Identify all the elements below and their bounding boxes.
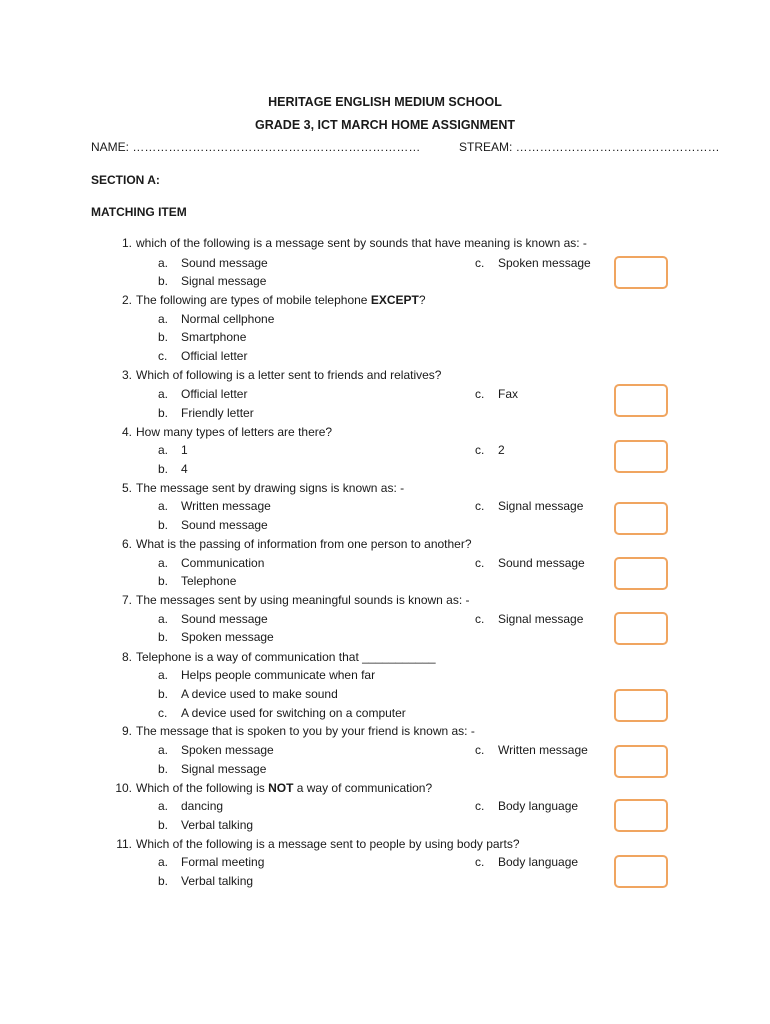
option-a: Communication (181, 556, 265, 570)
option-b: Smartphone (181, 330, 247, 344)
stream-field: STREAM: …………………………………………… (459, 140, 720, 154)
option-b: 4 (181, 462, 188, 476)
option-c: Body language (498, 799, 579, 813)
option-b: Verbal talking (181, 818, 254, 832)
question-text: Which of the following is a message sent to people by using body parts? (136, 837, 520, 851)
option-b: Spoken message (181, 630, 274, 644)
option-letter: a. (158, 499, 169, 513)
option-c: Sound message (498, 556, 585, 570)
answer-box[interactable] (614, 502, 668, 535)
question-number: 8. (121, 650, 132, 664)
question-text: which of the following is a message sent by sounds that have meaning is known as: - (136, 236, 587, 250)
question-text: Which of the following is NOT a way of communication? (136, 781, 433, 795)
answer-box[interactable] (614, 612, 668, 645)
option-a: Written message (181, 499, 271, 513)
option-letter: c. (475, 443, 485, 457)
option-letter: a. (158, 799, 169, 813)
option-a: Official letter (181, 387, 248, 401)
question-emphasis: NOT (268, 781, 294, 795)
option-letter: c. (475, 556, 485, 570)
option-a: Formal meeting (181, 855, 265, 869)
question-number: 1. (121, 236, 132, 250)
option-letter: b. (158, 518, 169, 532)
option-c: Signal message (498, 499, 584, 513)
option-c: Body language (498, 855, 579, 869)
option-letter: b. (158, 574, 169, 588)
question-text: Which of following is a letter sent to friends and relatives? (136, 368, 442, 382)
question-number: 7. (121, 593, 132, 607)
option-c: Official letter (181, 349, 248, 363)
question-text: The following are types of mobile telephone EXCEPT? (136, 293, 426, 307)
option-letter: a. (158, 312, 169, 326)
question-text: Telephone is a way of communication that ___________ (136, 650, 436, 664)
assignment-title: GRADE 3, ICT MARCH HOME ASSIGNMENT (255, 118, 515, 132)
option-b: A device used to make sound (181, 687, 338, 701)
option-letter: c. (475, 256, 485, 270)
option-letter: a. (158, 556, 169, 570)
option-a: Normal cellphone (181, 312, 275, 326)
option-b: Signal message (181, 762, 267, 776)
question-text: The message sent by drawing signs is known as: - (136, 481, 405, 495)
question-text: What is the passing of information from one person to another? (136, 537, 472, 551)
option-c: A device used for switching on a computer (181, 706, 406, 720)
question-number: 3. (121, 368, 132, 382)
question-number: 4. (121, 425, 132, 439)
option-letter: b. (158, 874, 169, 888)
option-b: Friendly letter (181, 406, 254, 420)
answer-box[interactable] (614, 745, 668, 778)
option-letter: b. (158, 462, 169, 476)
question-number: 5. (121, 481, 132, 495)
option-c: 2 (498, 443, 505, 457)
option-a: 1 (181, 443, 188, 457)
option-a: Spoken message (181, 743, 274, 757)
option-letter: b. (158, 687, 169, 701)
question-text: The message that is spoken to you by your friend is known as: - (136, 724, 475, 738)
option-letter: c. (475, 855, 485, 869)
option-letter: b. (158, 274, 169, 288)
option-b: Signal message (181, 274, 267, 288)
question-number: 10. (115, 781, 132, 795)
name-field: NAME: ……………………………………………………………… (91, 140, 421, 154)
option-letter: b. (158, 762, 169, 776)
answer-box[interactable] (614, 256, 668, 289)
option-b: Sound message (181, 518, 268, 532)
option-b: Verbal talking (181, 874, 254, 888)
option-letter: b. (158, 818, 169, 832)
question-number: 9. (121, 724, 132, 738)
option-letter: c. (475, 499, 485, 513)
option-c: Written message (498, 743, 588, 757)
option-letter: c. (475, 799, 485, 813)
option-letter: c. (158, 349, 168, 363)
question-number: 6. (121, 537, 132, 551)
section-heading: SECTION A: (91, 173, 160, 187)
option-c: Signal message (498, 612, 584, 626)
answer-box[interactable] (614, 440, 668, 473)
option-letter: a. (158, 387, 169, 401)
option-letter: a. (158, 612, 169, 626)
option-b: Telephone (181, 574, 237, 588)
question-number: 2. (121, 293, 132, 307)
option-letter: a. (158, 855, 169, 869)
question-text: How many types of letters are there? (136, 425, 333, 439)
question-number: 11. (116, 837, 132, 851)
option-a: dancing (181, 799, 224, 813)
subsection-heading: MATCHING ITEM (91, 205, 187, 219)
option-letter: b. (158, 330, 169, 344)
option-letter: c. (475, 387, 485, 401)
option-a: Helps people communicate when far (181, 668, 376, 682)
school-name: HERITAGE ENGLISH MEDIUM SCHOOL (268, 95, 502, 109)
option-c: Fax (498, 387, 519, 401)
question-text: The messages sent by using meaningful sounds is known as: - (136, 593, 470, 607)
option-letter: a. (158, 443, 169, 457)
question-emphasis: EXCEPT (370, 293, 419, 307)
option-letter: c. (475, 743, 485, 757)
option-letter: b. (158, 630, 169, 644)
answer-box[interactable] (614, 799, 668, 832)
option-letter: a. (158, 668, 169, 682)
option-a: Sound message (181, 612, 268, 626)
option-letter: a. (158, 256, 169, 270)
option-letter: b. (158, 406, 169, 420)
answer-box[interactable] (614, 384, 668, 417)
option-letter: c. (475, 612, 485, 626)
option-letter: a. (158, 743, 169, 757)
option-letter: c. (158, 706, 168, 720)
answer-box[interactable] (614, 689, 668, 722)
option-a: Sound message (181, 256, 268, 270)
option-c: Spoken message (498, 256, 591, 270)
answer-box[interactable] (614, 557, 668, 590)
answer-box[interactable] (614, 855, 668, 888)
